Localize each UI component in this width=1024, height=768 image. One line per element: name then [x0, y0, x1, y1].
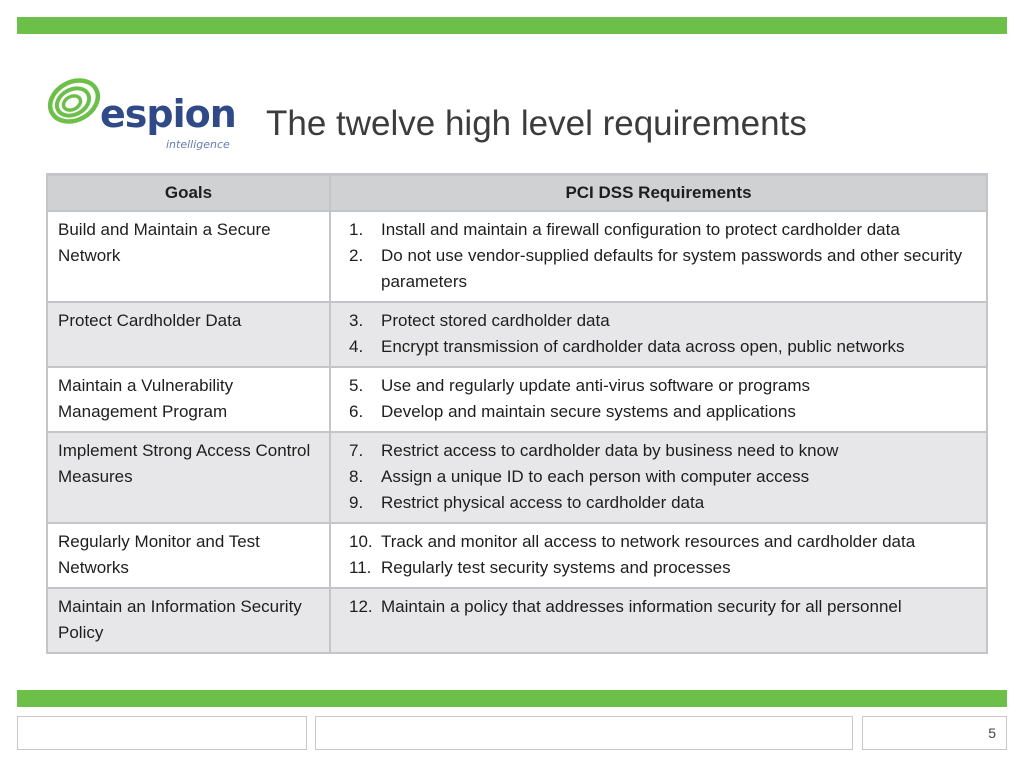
requirement-text: Restrict access to cardholder data by business need to know [381, 441, 839, 460]
requirement-item [349, 464, 978, 490]
requirement-text: Assign a unique ID to each person with computer access [381, 467, 810, 486]
requirement-item [349, 308, 978, 334]
goal-cell: Regularly Monitor and Test Networks [47, 523, 330, 588]
spiral-logo-icon [46, 74, 102, 130]
table-row [47, 523, 987, 588]
requirement-number: 12. [349, 597, 373, 616]
header-goals: Goals [47, 175, 330, 212]
requirements-list [341, 217, 978, 295]
requirement-text: Regularly test security systems and processes [381, 558, 731, 577]
requirement-number: 10. [349, 532, 373, 551]
requirement-number: 11. [349, 558, 372, 577]
slide-title: The twelve high level requirements [266, 104, 807, 143]
footer-box-middle [315, 716, 853, 750]
requirement-text: Develop and maintain secure systems and applications [381, 402, 796, 421]
footer-box-left [17, 716, 307, 750]
requirement-number: 7. [349, 441, 364, 460]
table-row [47, 588, 987, 653]
requirement-item [349, 555, 978, 581]
logo-wordmark: espion [100, 92, 236, 136]
table-row [47, 302, 987, 367]
requirement-item [349, 399, 978, 425]
footer-box-right [862, 716, 1007, 750]
requirement-item [349, 373, 978, 399]
header-requirements: PCI DSS Requirements [330, 175, 987, 212]
table-row [47, 432, 987, 523]
requirement-item [349, 594, 978, 620]
requirement-text: Install and maintain a firewall configuration to protect cardholder data [381, 220, 900, 239]
requirement-item [349, 490, 978, 516]
requirements-cell [330, 588, 987, 653]
page-number: 5 [988, 725, 996, 741]
requirement-item [349, 529, 978, 555]
table-row [47, 211, 987, 302]
bottom-accent-bar [17, 690, 1007, 707]
requirement-number: 3. [349, 311, 364, 330]
requirements-cell [330, 523, 987, 588]
requirement-number: 2. [349, 246, 364, 265]
requirement-text: Restrict physical access to cardholder data [381, 493, 705, 512]
requirements-list [341, 594, 978, 620]
requirement-text: Maintain a policy that addresses information security for all personnel [381, 597, 902, 616]
requirements-cell [330, 432, 987, 523]
goal-cell: Maintain a Vulnerability Management Program [47, 367, 330, 432]
requirement-number: 4. [349, 337, 364, 356]
espion-logo [46, 74, 236, 156]
logo-tagline: intelligence [166, 138, 230, 151]
requirements-cell [330, 302, 987, 367]
requirement-item [349, 217, 978, 243]
requirement-number: 9. [349, 493, 364, 512]
goal-cell: Protect Cardholder Data [47, 302, 330, 367]
requirements-list [341, 373, 978, 425]
requirements-cell [330, 211, 987, 302]
requirement-text: Track and monitor all access to network resources and cardholder data [381, 532, 916, 551]
requirement-number: 8. [349, 467, 364, 486]
requirements-table [46, 173, 988, 654]
requirements-list [341, 438, 978, 516]
requirement-number: 1. [349, 220, 364, 239]
requirement-text: Encrypt transmission of cardholder data across open, public networks [381, 337, 905, 356]
requirement-text: Do not use vendor-supplied defaults for system passwords and other security parameters [381, 246, 963, 291]
table-body [47, 211, 987, 653]
goal-cell: Implement Strong Access Control Measures [47, 432, 330, 523]
goal-cell: Build and Maintain a Secure Network [47, 211, 330, 302]
requirement-item [349, 243, 978, 295]
requirement-text: Use and regularly update anti-virus software or programs [381, 376, 810, 395]
requirements-cell [330, 367, 987, 432]
requirements-list [341, 529, 978, 581]
requirement-number: 6. [349, 402, 364, 421]
goal-cell: Maintain an Information Security Policy [47, 588, 330, 653]
requirement-number: 5. [349, 376, 364, 395]
requirement-item [349, 334, 978, 360]
requirement-item [349, 438, 978, 464]
requirements-list [341, 308, 978, 360]
table-row [47, 367, 987, 432]
top-accent-bar [17, 17, 1007, 34]
table-header-row [47, 175, 987, 212]
requirement-text: Protect stored cardholder data [381, 311, 610, 330]
